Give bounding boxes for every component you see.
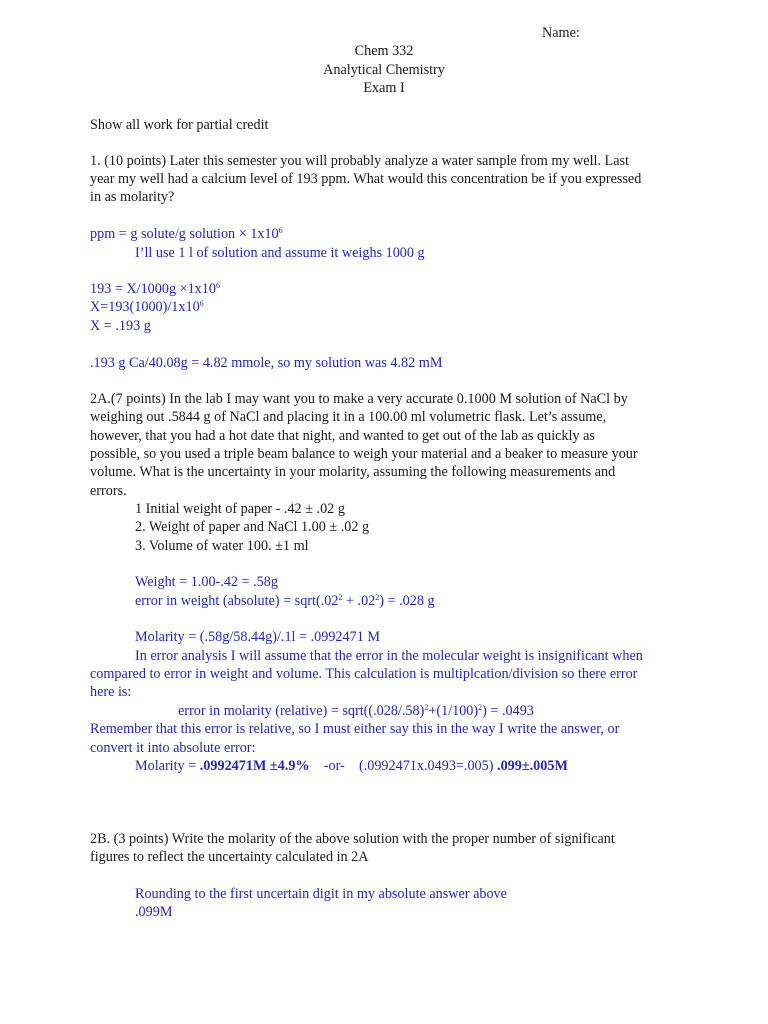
exponent: 6 [215,281,220,290]
q1-answer-text: ppm = g solute/g solution × 1x10 [90,226,279,242]
q2a-answer-weight: Weight = 1.00-.42 = .58g [135,574,278,590]
q1-answer-final: .193 g Ca/40.08g = 4.82 mmole, so my solution was 4.82 mM [90,355,443,371]
q2a-answer-molarity: Molarity = (.58g/58.44g)/.1l = .0992471 M [135,629,380,645]
q2b-answer-explanation: Rounding to the first uncertain digit in my absolute answer above [135,886,507,902]
q2a-item: 3. Volume of water 100. ±1 ml [135,538,309,554]
q2a-prompt-line: volume. What is the uncertainty in your molarity, assuming the following measurements and [90,464,616,480]
instructions: Show all work for partial credit [90,117,269,133]
q2b-answer-value: .099M [135,904,173,920]
q2a-prompt-line: possible, so you used a triple beam balance to weigh your material and a beaker to measure your [90,446,638,462]
q2a-answer-analysis-line: In error analysis I will assume that the error in the molecular weight is insignificant when [135,648,643,664]
q2a-prompt-line: errors. [90,483,127,499]
q2a-prompt-line: weighing out .5844 g of NaCl and placing it in a 100.00 ml volumetric flask. Let’s assume, [90,409,607,425]
q2b-prompt-line: 2B. (3 points) Write the molarity of the above solution with the proper number of significant [90,831,615,847]
q2a-answer-remember-line: convert it into absolute error: [90,740,256,756]
q2a-answer-final: Molarity = .0992471M ±4.9% -or- (.0992471x.0493=.005) .099±.005M [135,758,568,774]
q2a-answer-relative-error: error in molarity (relative) = $sqrt((.028/.58)^2+(1/100)^2) = .0493$ [178,703,534,719]
q2a-answer-analysis-line: here is: [90,684,132,700]
exponent: 6 [199,299,204,308]
q1-prompt-line: year my well had a calcium level of 193 ppm. What would this concentration be if you expressed [90,171,642,187]
q1-answer-text: X=193(1000)/1x10 [90,299,200,315]
q2b-prompt-line: figures to reflect the uncertainty calculated in 2A [90,849,369,865]
q2a-answer-analysis-line: compared to error in weight and volume. This calculation is multiplcation/division so there error [90,666,638,682]
q2a-answer-remember-line: Remember that this error is relative, so I must either say this in the way I write the answer, or [90,721,620,737]
q1-prompt-line: in as molarity? [90,189,175,205]
q1-prompt-line: 1. (10 points) Later this semester you will probably analyze a water sample from my well. Last [90,153,629,169]
q1-answer-equation [90,280,220,298]
course-title: Chem 332 [354,43,414,59]
q2a-item: 2. Weight of paper and NaCl 1.00 ± .02 g [135,519,370,535]
q1-answer-ppm [90,225,283,243]
q2a-item: 1 Initial weight of paper - .42 ± .02 g [135,501,345,517]
name-label: Name: [542,25,580,41]
q2a-prompt-line: 2A.(7 points) In the lab I may want you to make a very accurate 0.1000 M solution of NaCl by [90,391,628,407]
q2a-prompt-line: however, that you had a hot date that night, and wanted to get out of the lab as quickly as [90,428,595,444]
q1-answer-result: X = .193 g [90,318,151,334]
exam-title: Exam I [363,80,405,96]
q1-answer-solve [90,298,204,316]
exponent: 6 [278,226,283,235]
q1-answer-assumption: I’ll use 1 l of solution and assume it weighs 1000 g [135,245,425,261]
q1-answer-text: 193 = X/1000g ×1x10 [90,281,216,297]
subject-title: Analytical Chemistry [323,62,445,78]
q2a-answer-weight-error: error in weight (absolute) = $sqrt(.02^2 + .02^2) = .028$ g [135,593,435,609]
